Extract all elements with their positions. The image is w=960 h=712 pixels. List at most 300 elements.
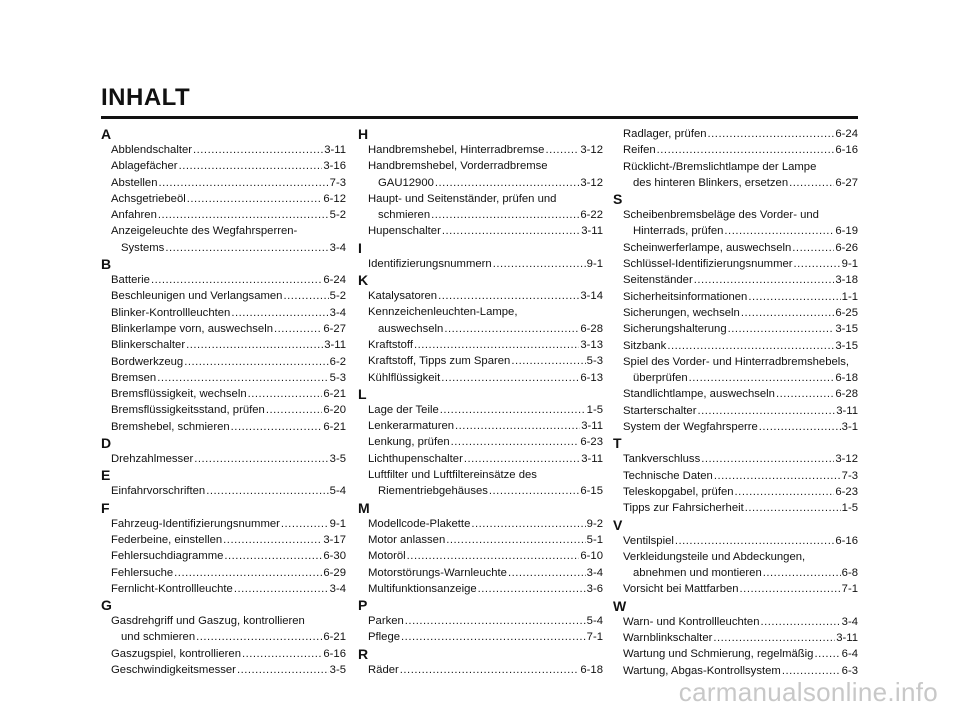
entry-label: Teleskopgabel, prüfen — [623, 485, 734, 498]
page-number: 1-5 — [841, 502, 858, 515]
index-entry — [368, 223, 603, 239]
page-number: 3-14 — [580, 290, 603, 303]
entry-label: Seitenständer — [623, 274, 693, 287]
dot-leader — [196, 629, 322, 645]
index-entry — [111, 451, 346, 467]
index-entry — [623, 289, 858, 305]
page-number: 9-1 — [586, 257, 603, 270]
entry-label: Motor anlassen — [368, 533, 446, 546]
index-entry — [111, 158, 346, 174]
page-number: 6-26 — [835, 241, 858, 254]
page-number: 6-23 — [835, 485, 858, 498]
entry-label: Bremshebel, schmieren — [111, 420, 230, 433]
dot-leader — [187, 191, 323, 207]
page-number: 7-1 — [586, 631, 603, 644]
index-entry — [368, 662, 603, 678]
index-entry — [623, 272, 858, 288]
entry-label: Drehzahlmesser — [111, 453, 194, 466]
section-letter: E — [101, 467, 111, 484]
page-number: 3-11 — [324, 339, 346, 352]
index-entry — [111, 272, 346, 288]
index-entry — [111, 613, 346, 646]
dot-leader — [511, 353, 585, 369]
page-number: 6-2 — [329, 355, 346, 368]
entry-label: Reifen — [623, 144, 656, 157]
dot-leader — [206, 483, 328, 499]
entry-label: Rücklicht-/Bremslichtlampe der Lampe — [623, 160, 817, 173]
entry-label: Bremsen — [111, 371, 157, 384]
entry-label: Scheinwerferlampe, auswechseln — [623, 241, 792, 254]
page-number: 3-11 — [836, 632, 858, 645]
index-entry — [111, 516, 346, 532]
dot-leader — [401, 629, 586, 645]
index-entry — [368, 142, 603, 158]
entry-label: Federbeine, einstellen — [111, 533, 223, 546]
entry-label: System der Wegfahrsperre — [623, 421, 758, 434]
dot-leader — [157, 370, 328, 386]
page-number: 6-29 — [323, 566, 346, 579]
dot-leader — [657, 142, 835, 158]
page-number: 6-13 — [580, 371, 603, 384]
page-number: 5-2 — [329, 209, 346, 222]
section-letter: K — [358, 272, 369, 289]
entry-label: des hinteren Blinkers, ersetzen — [633, 176, 789, 189]
page-number: 6-18 — [835, 372, 858, 385]
index-entry — [368, 548, 603, 564]
index-entry — [623, 159, 858, 192]
section-letter: V — [613, 516, 623, 533]
page-number: 6-4 — [841, 648, 858, 661]
page-number: 5-4 — [329, 485, 346, 498]
section-letter: L — [358, 385, 367, 402]
index-entry — [111, 337, 346, 353]
entry-label: Tipps zur Fahrsicherheit — [623, 502, 744, 515]
dot-leader — [748, 289, 840, 305]
index-entry — [111, 532, 346, 548]
entry-label: Ablagefächer — [111, 160, 178, 173]
page-number: 5-3 — [329, 371, 346, 384]
dot-leader — [675, 533, 835, 549]
section-letter: A — [101, 126, 112, 142]
entry-label: Warn- und Kontrollleuchten — [623, 615, 760, 628]
page-number: 6-16 — [323, 647, 346, 660]
entry-label: Kraftstoff, Tipps zum Sparen — [368, 355, 511, 368]
section-letter: G — [101, 597, 112, 614]
index-entry — [111, 370, 346, 386]
index-entry — [623, 581, 858, 597]
dot-leader — [714, 468, 841, 484]
page-number: 6-18 — [580, 663, 603, 676]
entry-label: Gaszugspiel, kontrollieren — [111, 647, 241, 660]
entry-label: Fernlicht-Kontrollleuchte — [111, 582, 233, 595]
section-letter: M — [358, 499, 370, 516]
index-entry — [623, 256, 858, 272]
page-number: 1-1 — [841, 290, 858, 303]
index-entry — [111, 581, 346, 597]
page-number: 3-11 — [581, 225, 603, 238]
entry-label: Bordwerkzeug — [111, 355, 184, 368]
dot-leader — [440, 402, 586, 418]
index-entry — [368, 191, 603, 224]
page-number: 6-24 — [835, 128, 858, 140]
entry-label: Beschleunigen und Verlangsamen — [111, 290, 283, 303]
dot-leader — [442, 223, 580, 239]
dot-leader — [545, 142, 579, 158]
entry-label: Sitzbank — [623, 339, 667, 352]
page-number: 6-15 — [580, 485, 603, 498]
page-number: 3-4 — [329, 241, 346, 254]
dot-leader — [814, 646, 840, 662]
section-letter: B — [101, 256, 112, 273]
entry-label: Batterie — [111, 274, 150, 287]
entry-label: Identifizierungsnummern — [368, 257, 492, 270]
entry-label: Abstellen — [111, 176, 158, 189]
index-entry — [111, 305, 346, 321]
index-entry — [623, 500, 858, 516]
index-entry — [623, 468, 858, 484]
dot-leader — [776, 386, 834, 402]
dot-leader — [455, 418, 580, 434]
page-number: 6-12 — [323, 192, 346, 205]
entry-label: Hinterrads, prüfen — [633, 225, 724, 238]
dot-leader — [759, 419, 841, 435]
dot-leader — [179, 158, 323, 174]
page-number: 1-5 — [586, 403, 603, 416]
entry-label: Fehlersuchdiagramme — [111, 550, 224, 563]
page-number: 3-4 — [841, 615, 858, 628]
index-entry — [623, 419, 858, 435]
page-number: 6-25 — [835, 306, 858, 319]
entry-label: Sicherungen, wechseln — [623, 306, 740, 319]
dot-leader — [471, 516, 585, 532]
dot-leader — [789, 175, 834, 191]
page-number: 3-11 — [324, 144, 346, 156]
index-entry — [368, 304, 603, 337]
section-letter: R — [358, 645, 369, 662]
entry-label: Schlüssel-Identifizierungsnummer — [623, 258, 793, 271]
entry-label: Gasdrehgriff und Gaszug, kontrollieren — [111, 615, 305, 628]
index-column-2 — [358, 126, 603, 678]
page-number: 3-12 — [580, 176, 603, 189]
page-number: 6-16 — [835, 144, 858, 157]
index-entry — [111, 386, 346, 402]
dot-leader — [237, 662, 329, 678]
entry-label: Lenkung, prüfen — [368, 436, 450, 449]
entry-label: Abblendschalter — [111, 144, 193, 156]
index-entry — [623, 142, 858, 158]
entry-label: Pflege — [368, 631, 401, 644]
dot-leader — [667, 338, 834, 354]
index-entry — [111, 646, 346, 662]
entry-label: Handbremshebel, Vorderradbremse — [368, 160, 548, 173]
page-number: 7-1 — [841, 583, 858, 596]
dot-leader — [231, 419, 323, 435]
index-entry — [111, 419, 346, 435]
page-number: 6-22 — [580, 209, 603, 222]
dot-leader — [728, 321, 835, 337]
page-number: 6-8 — [841, 567, 858, 580]
page-number: 3-11 — [581, 420, 603, 433]
index-column-3 — [613, 126, 858, 679]
entry-label: Standlichtlampe, auswechseln — [623, 388, 775, 401]
index-entry — [623, 386, 858, 402]
entry-label: Lenkerarmaturen — [368, 420, 455, 433]
page-number: 7-3 — [329, 176, 346, 189]
dot-leader — [444, 321, 579, 337]
index-entry — [111, 565, 346, 581]
page-number: 6-16 — [835, 534, 858, 547]
dot-leader — [283, 288, 328, 304]
dot-leader — [745, 500, 841, 516]
dot-leader — [493, 256, 586, 272]
index-entry — [368, 532, 603, 548]
entry-label: Bremsflüssigkeitsstand, prüfen — [111, 404, 265, 417]
entry-label: abnehmen und montieren — [633, 567, 762, 580]
dot-leader — [194, 451, 328, 467]
section-letter: D — [101, 435, 112, 452]
page-number: 6-24 — [323, 274, 346, 287]
page-number: 3-18 — [835, 274, 858, 287]
dot-leader — [242, 646, 322, 662]
index-entry — [368, 467, 603, 500]
index-entry — [368, 418, 603, 434]
entry-label: Lage der Teile — [368, 403, 439, 416]
page-number: 3-1 — [841, 421, 858, 434]
entry-label: Katalysatoren — [368, 290, 438, 303]
index-entry — [623, 240, 858, 256]
index-entry — [111, 288, 346, 304]
index-entry — [368, 353, 603, 369]
page-number: 6-28 — [580, 322, 603, 335]
page-number: 6-10 — [580, 550, 603, 563]
entry-label: Haupt- und Seitenständer, prüfen und — [368, 192, 557, 205]
page-number: 3-12 — [580, 144, 603, 156]
dot-leader — [697, 403, 835, 419]
entry-label: Räder — [368, 663, 399, 676]
dot-leader — [223, 532, 322, 548]
index-entry — [623, 533, 858, 549]
index-entry — [111, 223, 346, 256]
page-number: 5-4 — [586, 615, 603, 628]
section-letter: F — [101, 499, 110, 516]
index-entry — [623, 451, 858, 467]
dot-leader — [234, 581, 329, 597]
entry-label: Bremsflüssigkeit, wechseln — [111, 388, 247, 401]
entry-label: Kraftstoff — [368, 338, 413, 351]
page-number: 6-30 — [323, 550, 346, 563]
page-number: 6-19 — [835, 225, 858, 238]
page-number: 6-20 — [323, 404, 346, 417]
index-entry — [111, 142, 346, 158]
index-entry — [623, 484, 858, 500]
entry-label: Kennzeichenleuchten-Lampe, — [368, 306, 518, 319]
index-entry — [368, 402, 603, 418]
entry-label: Hupenschalter — [368, 225, 441, 238]
page-number: 3-15 — [835, 339, 858, 352]
dot-leader — [741, 305, 835, 321]
dot-leader — [438, 288, 579, 304]
entry-label: Systems — [121, 241, 165, 254]
dot-leader — [701, 451, 834, 467]
dot-leader — [281, 516, 329, 532]
page-number: 3-4 — [586, 566, 603, 579]
dot-leader — [248, 386, 323, 402]
page-number: 3-4 — [329, 582, 346, 595]
entry-label: GAU12900 — [378, 176, 434, 189]
entry-label: Geschwindigkeitsmesser — [111, 664, 236, 677]
index-column-1 — [101, 126, 346, 678]
page-number: 9-1 — [329, 517, 346, 530]
entry-label: Fehlersuche — [111, 566, 174, 579]
dot-leader — [794, 256, 841, 272]
page-number: 6-23 — [580, 436, 603, 449]
section-letter: I — [358, 239, 362, 256]
entry-label: Wartung und Schmierung, regelmäßig — [623, 648, 814, 661]
dot-leader — [193, 142, 323, 158]
dot-leader — [740, 581, 841, 597]
dot-leader — [186, 337, 323, 353]
index-entry — [368, 434, 603, 450]
section-letter: P — [358, 597, 368, 614]
entry-label: Blinkerlampe vorn, auswechseln — [111, 322, 274, 335]
entry-label: Spiel des Vorder- und Hinterradbremshebels, — [623, 355, 850, 368]
index-entry — [368, 451, 603, 467]
dot-leader — [165, 240, 328, 256]
index-entry — [623, 630, 858, 646]
entry-label: Technische Daten — [623, 469, 713, 482]
page-number: 7-3 — [841, 469, 858, 482]
section-letter: S — [613, 191, 623, 208]
dot-leader — [174, 565, 322, 581]
entry-label: Wartung, Abgas-Kontrollsystem — [623, 664, 781, 677]
page-number: 3-4 — [329, 306, 346, 319]
index-entry — [623, 321, 858, 337]
page-number: 5-2 — [329, 290, 346, 303]
section-letter: H — [358, 126, 369, 142]
dot-leader — [713, 630, 835, 646]
dot-leader — [441, 370, 579, 386]
page-number: 9-2 — [586, 517, 603, 530]
page-number: 6-3 — [841, 664, 858, 677]
entry-label: Blinker-Kontrollleuchten — [111, 306, 231, 319]
index-entry — [623, 207, 858, 240]
page-number: 3-11 — [581, 452, 603, 465]
index-entry — [368, 288, 603, 304]
dot-leader — [694, 272, 835, 288]
dot-leader — [184, 354, 328, 370]
dot-leader — [508, 565, 586, 581]
dot-leader — [400, 662, 580, 678]
entry-label: Anfahren — [111, 209, 157, 222]
page-number: 6-21 — [323, 420, 346, 433]
entry-label: Luftfilter und Luftfiltereinsätze des — [368, 469, 537, 482]
entry-label: Ventilspiel — [623, 534, 674, 547]
entry-label: Verkleidungsteile und Abdeckungen, — [623, 550, 806, 563]
index-entry — [111, 175, 346, 191]
page-number: 6-21 — [323, 388, 346, 401]
entry-label: Lichthupenschalter — [368, 452, 463, 465]
page-number: 3-5 — [329, 664, 346, 677]
entry-label: Sicherungshalterung — [623, 323, 727, 336]
dot-leader — [763, 565, 841, 581]
dot-leader — [792, 240, 834, 256]
index-entry — [368, 581, 603, 597]
entry-label: und schmieren — [121, 631, 196, 644]
dot-leader — [478, 581, 586, 597]
dot-leader — [407, 548, 580, 564]
index-entry — [111, 548, 346, 564]
page-number: 5-1 — [586, 533, 603, 546]
entry-label: schmieren — [378, 209, 431, 222]
dot-leader — [151, 272, 322, 288]
dot-leader — [224, 548, 322, 564]
page-number: 3-12 — [835, 453, 858, 466]
title-rule — [101, 116, 858, 119]
index-entry — [111, 321, 346, 337]
page-number: 3-16 — [323, 160, 346, 173]
index-entry — [368, 337, 603, 353]
entry-label: Handbremshebel, Hinterradbremse — [368, 144, 545, 156]
index-entry — [368, 370, 603, 386]
entry-label: Blinkerschalter — [111, 339, 186, 352]
section-letter: W — [613, 597, 627, 614]
index-entry — [623, 549, 858, 582]
entry-label: Achsgetriebeöl — [111, 192, 186, 205]
entry-label: Scheibenbremsbeläge des Vorder- und — [623, 209, 819, 222]
entry-label: Sicherheitsinformationen — [623, 290, 748, 303]
index-entry — [623, 354, 858, 387]
section-letter: T — [613, 435, 622, 452]
dot-leader — [414, 337, 579, 353]
index-entry — [368, 516, 603, 532]
entry-label: Parken — [368, 615, 404, 628]
entry-label: Multifunktionsanzeige — [368, 582, 477, 595]
entry-label: Radlager, prüfen — [623, 128, 707, 140]
index-entry — [368, 256, 603, 272]
index-entry — [368, 565, 603, 581]
index-entry — [111, 483, 346, 499]
index-entry — [368, 613, 603, 629]
page-title: INHALT — [101, 84, 191, 111]
dot-leader — [274, 321, 322, 337]
index-entry — [111, 662, 346, 678]
dot-leader — [708, 126, 835, 142]
index-entry — [111, 207, 346, 223]
entry-label: überprüfen — [633, 372, 688, 385]
page-number: 3-6 — [586, 582, 603, 595]
index-entry — [111, 191, 346, 207]
index-entry — [623, 614, 858, 630]
dot-leader — [724, 223, 834, 239]
index-entry — [368, 158, 603, 191]
page-number: 6-21 — [323, 631, 346, 644]
dot-leader — [446, 532, 585, 548]
entry-label: Tankverschluss — [623, 453, 701, 466]
page-number: 6-27 — [323, 322, 346, 335]
dot-leader — [735, 484, 835, 500]
dot-leader — [689, 370, 835, 386]
index-entry — [623, 338, 858, 354]
dot-leader — [158, 207, 329, 223]
dot-leader — [760, 614, 840, 630]
entry-label: Starterschalter — [623, 404, 697, 417]
dot-leader — [405, 613, 586, 629]
dot-leader — [431, 207, 579, 223]
index-entry — [623, 646, 858, 662]
entry-label: Kühlflüssigkeit — [368, 371, 441, 384]
dot-leader — [231, 305, 328, 321]
page-number: 6-28 — [835, 388, 858, 401]
